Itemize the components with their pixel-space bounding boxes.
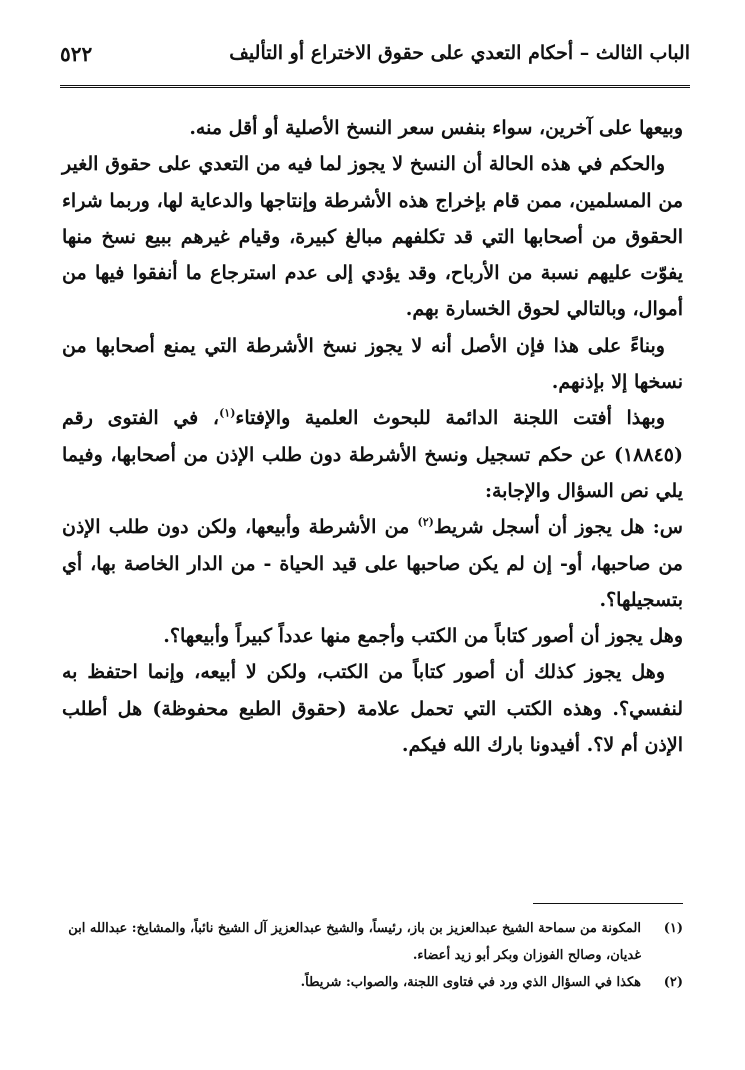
paragraph-2: والحكم في هذه الحالة أن النسخ لا يجوز لما فيه من التعدي على حقوق الغير من المسلمين، ممن قام بإخراج هذه الأشرطة وإنتاجها والدعاية لها، وربما شراء الحقوق من أصحابها التي قد تكلفهم مبالغ كبيرة، وقيام غيرهم ببيع نسخ منها يفوّت عليهم نسبة من الأرباح، وقد يؤدي إلى عدم استرجاع ما أنفقوا فيها من أموال، وبالتالي لحوق الخسارة بهم. <box>62 153 683 321</box>
paragraph-6: وهل يجوز أن أصور كتاباً من الكتب وأجمع منها عدداً كبيراً وأبيعها؟. <box>163 625 683 648</box>
paragraph-4-start: وبهذا أفتت اللجنة الدائمة للبحوث العلمية والإفتاء <box>235 407 665 430</box>
footnote-2 <box>62 969 683 996</box>
running-header <box>60 40 690 80</box>
question-start: س: هل يجوز أن أسجل شريط <box>433 516 683 539</box>
chapter-title: الباب الثالث – أحكام التعدي على حقوق الاختراع أو التأليف <box>229 42 690 64</box>
paragraph-4 <box>62 400 683 509</box>
footnotes <box>62 915 683 996</box>
question-end: من الأشرطة وأبيعها، ولكن دون طلب الإذن من صاحبها، أو- إن لم يكن صاحبها على قيد الحياة - من الدار الخاصة بها، أي بتسجيلها؟. <box>62 516 683 611</box>
paragraph-4-end: ، في الفتوى رقم (١٨٨٤٥) عن حكم تسجيل ونسخ الأشرطة دون طلب الإذن من أصحابها، وفيما يلي نص السؤال والإجابة: <box>62 407 683 502</box>
question-paragraph <box>62 509 683 618</box>
paragraph-3: وبناءً على هذا فإن الأصل أنه لا يجوز نسخ الأشرطة التي يمنع أصحابها من نسخها إلا بإذنهم. <box>62 334 683 394</box>
footnote-number: (٢) <box>663 975 683 990</box>
body-text <box>62 110 683 763</box>
paragraph-7: وهل يجوز كذلك أن أصور كتاباً من الكتب، ولكن لا أبيعه، وإنما احتفظ به لنفسي؟. وهذه الكتب التي تحمل علامة (حقوق الطبع محفوظة) هل أطلب الإذن أم لا؟. أفيدونا بارك الله فيكم. <box>62 661 683 757</box>
footnote-rule <box>533 903 683 904</box>
paragraph-1: وبيعها على آخرين، سواء بنفس سعر النسخ الأصلية أو أقل منه. <box>189 117 683 139</box>
footnote-text: المكونة من سماحة الشيخ عبدالعزيز بن باز، رئيساً، والشيخ عبدالعزيز آل الشيخ نائباً، والمشايخ: عبدالله ابن غديان، وصالح الفوزان وبكر أبو زيد أعضاء. <box>68 921 641 963</box>
footnote-1 <box>62 915 683 969</box>
footnote-ref-2: (٢) <box>417 515 434 529</box>
footnote-text: هكذا في السؤال الذي ورد في فتاوى اللجنة، والصواب: شريطاً. <box>300 975 641 990</box>
footnote-ref-1: (١) <box>219 407 236 421</box>
page-number: ٥٢٢ <box>60 42 93 66</box>
footnote-number: (١) <box>663 921 683 936</box>
header-rule <box>60 85 690 88</box>
